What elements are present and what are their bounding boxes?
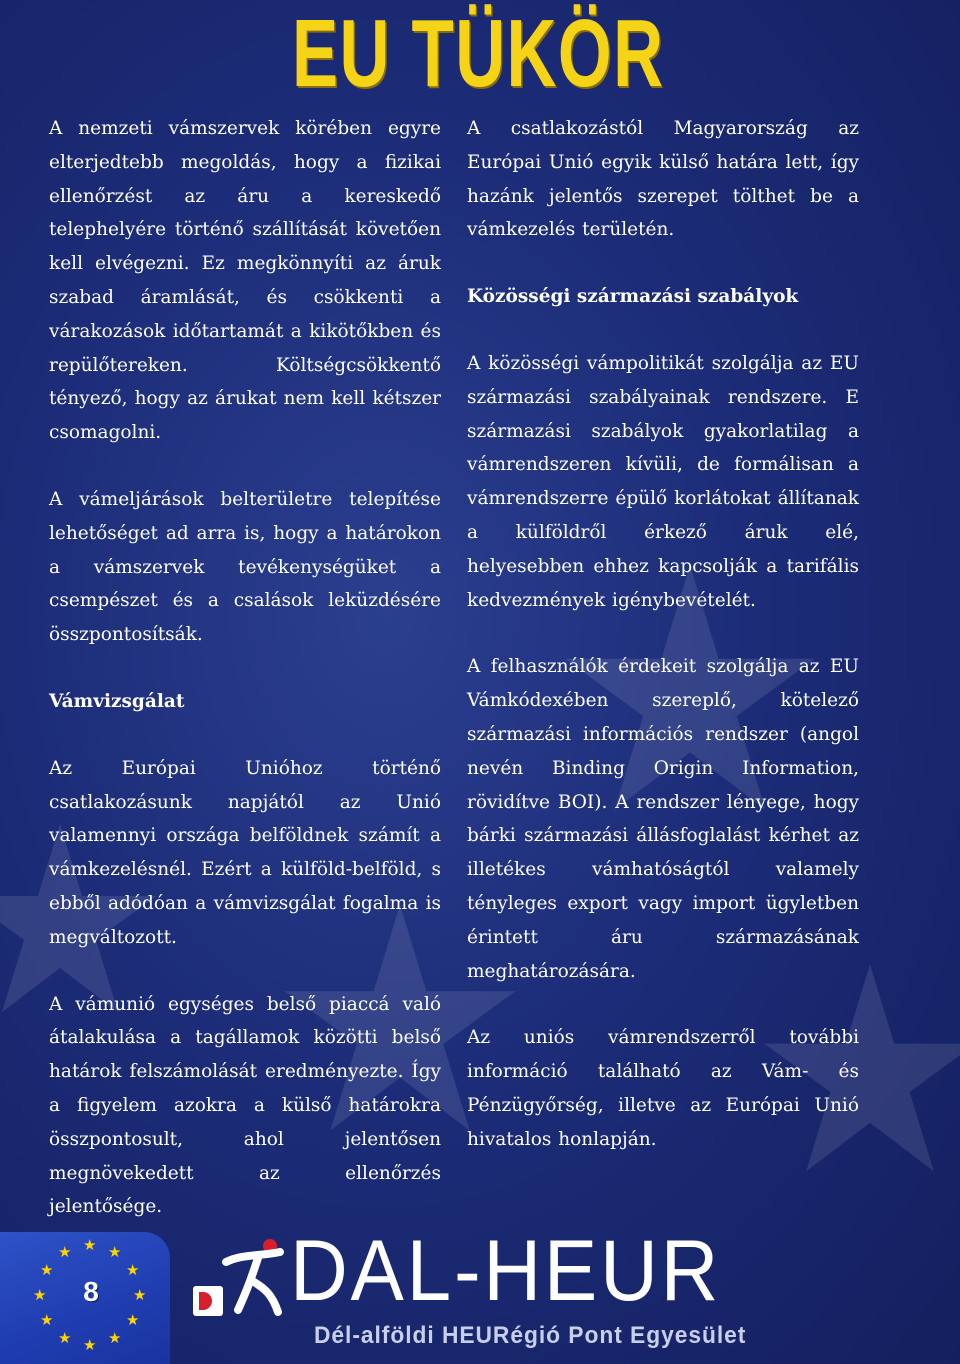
right-column — [467, 112, 859, 1190]
flag-star-icon: ★ — [83, 1236, 97, 1254]
flag-star-icon: ★ — [58, 1329, 72, 1347]
page-title: EU TÜKÖR — [292, 0, 665, 107]
left-paragraph-3: Az Európai Unióhoz történő csatlakozásunk napjától az Unió valamennyi országa belföldnek számít a vámkezelésnél. Ezért a külföld-belföld, s ebből adódóan a vámvizsgálat fogalma is megváltozott. — [49, 757, 441, 948]
section-heading-szarmazasi-szabalyok: Közösségi származási szabályok — [467, 286, 799, 308]
flag-star-icon: ★ — [126, 1261, 140, 1279]
flag-star-icon: ★ — [33, 1286, 47, 1304]
left-paragraph-4: A vámunió egységes belső piaccá való átalakulása a tagállamok közötti belső határok felszámolását eredményezte. Így a figyelem azokra a külső határokra összpontosult, ahol jelentősen megnövekedett az ellenőrzés jelentősége. — [49, 993, 441, 1218]
page-number: 8 — [83, 1276, 99, 1307]
left-paragraph-1: A nemzeti vámszervek körében egyre elterjedtebb megoldás, hogy a fizikai ellenőrzést az áru a kereskedő telephelyére történő szállítását követően kell elvégezni. Ez megkönnyíti az áruk szabad áramlását, és csökkenti a várakozások időtartamát a kikötőkben és repülőtereken. Költségcsökkentő tényező, hogy az árukat nem kell kétszer csomagolni. — [49, 118, 441, 444]
flag-star-icon: ★ — [108, 1243, 122, 1261]
logo-tagline: Dél-alföldi HEURégió Pont Egyesület — [314, 1322, 747, 1349]
flag-star-icon: ★ — [58, 1243, 72, 1261]
flag-star-icon: ★ — [133, 1286, 147, 1304]
right-paragraph-1: A csatlakozástól Magyarország az Európai Unió egyik külső határa lett, így hazánk jelentős szerepet tölthet be a vámkezelés területén. — [467, 118, 859, 241]
flag-star-icon: ★ — [108, 1329, 122, 1347]
flag-star-icon: ★ — [126, 1311, 140, 1329]
left-column — [49, 112, 441, 1257]
flag-star-icon: ★ — [40, 1261, 54, 1279]
right-paragraph-2: A közösségi vámpolitikát szolgálja az EU származási szabályainak rendszere. E származási szabályok gyakorlatilag a vámrendszeren kívüli, de formálisan a vámrendszerre épülő korlátokat állítanak a külföldről érkező áruk elé, helyesebben ehhez kapcsolják a tarifális kedvezmények igénybevételét. — [467, 352, 859, 611]
left-paragraph-2: A vámeljárások belterületre telepítése lehetőséget ad arra is, hogy a határokon a vámszervek tevékenységüket a csempészet és a csalások leküzdésére összpontosítsák. — [49, 488, 441, 646]
right-paragraph-4: Az uniós vámrendszerről további információ található az Vám- és Pénzügyőrség, illetve az Európai Unió hivatalos honlapján. — [467, 1027, 859, 1150]
logo-name: DAL-HEUR — [290, 1223, 722, 1319]
section-heading-vamvizsgalat: Vámvizsgálat — [49, 690, 185, 712]
right-paragraph-3: A felhasználók érdekeit szolgálja az EU Vámkódexében szereplő, kötelező származási információs rendszer (angol nevén Binding Origin Information, rövidítve BOI). A rendszer lényege, hogy bárki származási állásfoglalást kérhet az illetékes vámhatóságtól valamely tényleges export vagy import ügyletben érintett áru származásának meghatározására. — [467, 656, 859, 982]
running-figure-icon — [218, 1232, 298, 1322]
flag-star-icon: ★ — [83, 1336, 97, 1354]
flag-star-icon: ★ — [40, 1311, 54, 1329]
